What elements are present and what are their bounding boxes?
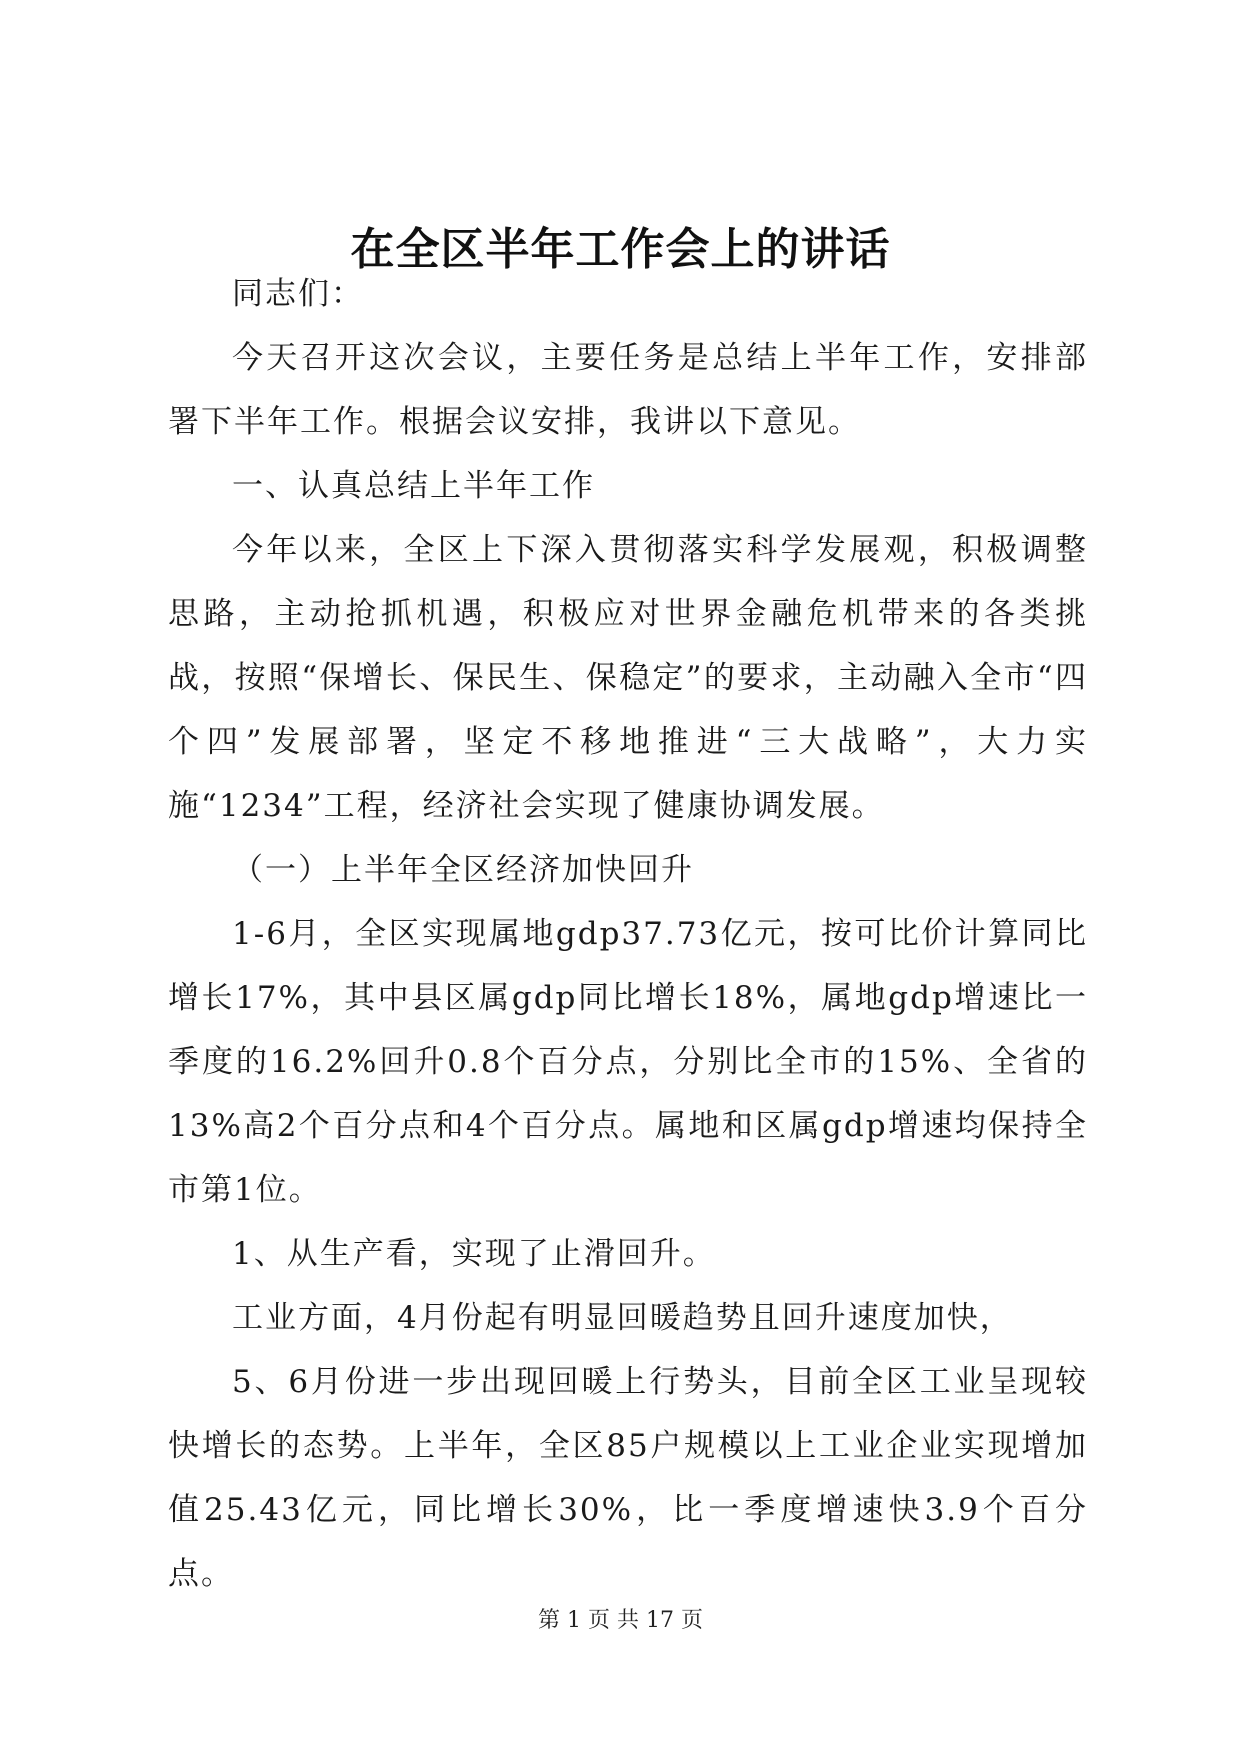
document-body: [168, 262, 1088, 1606]
paragraph-intro: 今天召开这次会议，主要任务是总结上半年工作，安排部署下半年工作。根据会议安排，我讲以下意见。: [168, 340, 1088, 440]
section-heading-1: 一、认真总结上半年工作: [232, 468, 595, 504]
paragraph-industry: 工业方面，4月份起有明显回暖趋势且回升速度加快，: [232, 1300, 1013, 1336]
paragraph-overview: 今年以来，全区上下深入贯彻落实科学发展观，积极调整思路，主动抢抓机遇，积极应对世界金融危机带来的各类挑战，按照“保增长、保民生、保稳定”的要求，主动融入全市“四个四”发展部署，坚定不移地推进“三大战略”，大力实施“1234”工程，经济社会实现了健康协调发展。: [168, 532, 1088, 824]
subsection-heading-1: （一）上半年全区经济加快回升: [232, 852, 694, 888]
paragraph-salutation: 同志们：: [232, 276, 364, 312]
paragraph-gdp: 1-6月，全区实现属地gdp37.73亿元，按可比价计算同比增长17%，其中县区属gdp同比增长18%，属地gdp增速比一季度的16.2%回升0.8个百分点，分别比全市的15%、全省的13%高2个百分点和4个百分点。属地和区属gdp增速均保持全市第1位。: [168, 916, 1088, 1208]
document-title: 在全区半年工作会上的讲话: [350, 224, 891, 275]
list-item-production: 1、从生产看，实现了止滑回升。: [232, 1236, 716, 1272]
page-footer: 第 1 页 共 17 页: [538, 1608, 703, 1633]
paragraph-industry-growth: 5、6月份进一步出现回暖上行势头，目前全区工业呈现较快增长的态势。上半年，全区85户规模以上工业企业实现增加值25.43亿元，同比增长30%，比一季度增速快3.9个百分点。: [168, 1364, 1088, 1592]
